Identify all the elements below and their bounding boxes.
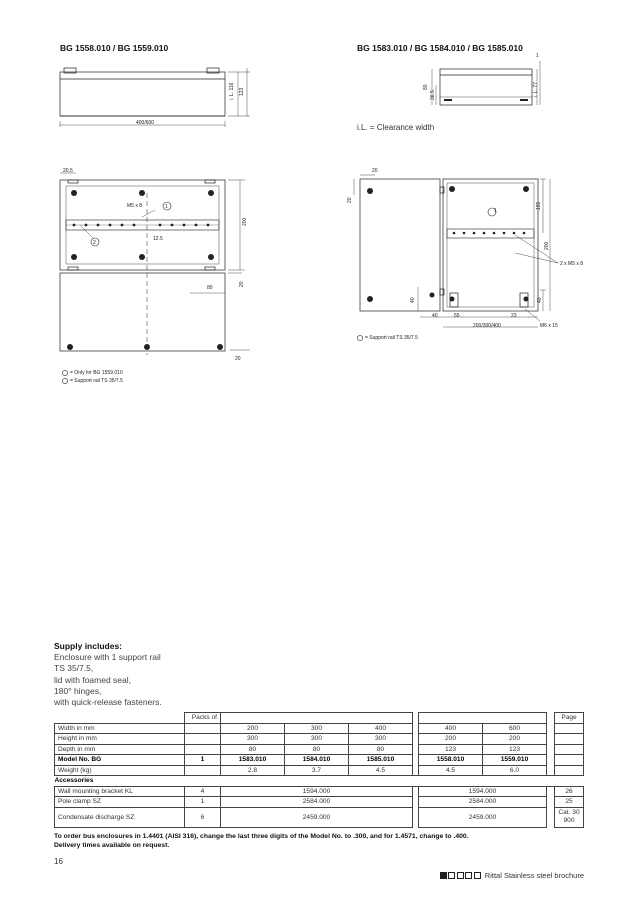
left-dim-20b: 20 <box>235 356 241 362</box>
left-callout-1: 1 <box>165 204 168 210</box>
left-dim-20-5: 20.5 <box>63 168 73 174</box>
right-screw-label: 2 x M5 x 8 <box>560 261 584 267</box>
page-number: 16 <box>54 857 63 866</box>
right-dim-80: 80 <box>423 84 429 90</box>
support-rail <box>447 229 534 238</box>
table-row-accessory: Wall mounting bracket KL 4 1594.000 1594.000 26 <box>55 786 584 797</box>
right-dim-width: 200/300/400 <box>473 323 501 329</box>
table-row-accessory: Pole clamp SZ 1 2584.000 2584.000 25 <box>55 797 584 808</box>
right-drawing-title: BG 1583.010 / BG 1584.010 / BG 1585.010 <box>357 43 523 53</box>
left-technical-drawing <box>50 55 260 385</box>
right-legend-1: = Support rail TS 35/7.5 <box>357 335 418 341</box>
page-header: Page <box>555 713 584 724</box>
left-drawing-title: BG 1558.010 / BG 1559.010 <box>60 43 169 53</box>
right-callout-1: 1 <box>494 208 497 214</box>
supply-includes <box>54 641 162 708</box>
clearance-note: i.L. = Clearance width <box>357 123 435 132</box>
right-open-lid <box>360 179 440 311</box>
right-technical-drawing <box>340 55 590 355</box>
brand-footer: Rittal Stainless steel brochure <box>440 871 584 880</box>
supply-line: 180° hinges, <box>54 685 102 696</box>
packs-of-header: Packs of <box>185 713 221 724</box>
right-dim-il: i. L. 77 <box>533 81 539 97</box>
left-dim-80: 80 <box>207 285 213 291</box>
supply-line: Enclosure with 1 support rail <box>54 652 161 663</box>
table-row-model: Model No. BG 1 1583.010 1584.010 1585.010 1558.010 1559.010 <box>55 755 584 766</box>
left-dim-il: i. L. 116 <box>229 82 235 100</box>
table-row-weight: Weight (kg) 2.8 3.7 4.5 4.5 6.0 <box>55 765 584 776</box>
left-top-view-body <box>60 72 225 116</box>
accessories-heading-row: Accessories <box>55 776 584 787</box>
left-dim-width: 400/600 <box>136 120 155 126</box>
right-dim-40-right: 40 <box>537 297 543 303</box>
order-note: To order bus enclosures in 1.4401 (AISI 316), change the last three digits of the Model No. to .300, and for 1.4571, change to .400. Delivery times available on request. <box>54 833 469 849</box>
right-dim-55: 55 <box>454 313 460 319</box>
left-dim-12-5: 12.5 <box>153 236 163 242</box>
supply-heading: Supply includes: <box>54 641 123 651</box>
left-dim-20a: 20 <box>239 281 245 287</box>
supply-line: lid with foamed seal, <box>54 674 132 685</box>
right-dim-20-top: 20 <box>372 168 378 174</box>
right-top-view-body <box>440 69 532 105</box>
right-dim-200: 200 <box>544 241 550 250</box>
table-row-height: Height in mm 300 300 300 200 200 <box>55 734 584 745</box>
table-row-accessory: Condensate discharge SZ 6 2459.000 2459.000 Cat. 30 900 <box>55 807 584 827</box>
left-legend-1: = Only for BG 1559.010 <box>62 370 123 376</box>
right-dim-23: 23 <box>511 313 517 319</box>
brand-squares-icon <box>440 872 481 879</box>
supply-line: TS 35/7.5, <box>54 663 94 674</box>
left-lid <box>60 273 225 351</box>
right-dim-20-left: 20 <box>347 197 353 203</box>
spec-table <box>54 712 584 828</box>
right-enclosure-body <box>443 179 538 311</box>
table-header-row <box>55 713 584 724</box>
left-legend-2: = Support rail TS 35/7.5 <box>62 378 123 384</box>
right-bolt-label: M6 x 15 <box>540 323 558 329</box>
table-row-width: Width in mm 200 300 400 400 600 <box>55 723 584 734</box>
right-dim-1: 1 <box>536 53 539 59</box>
right-dim-36-5: 36.5 <box>430 90 436 100</box>
left-dim-200: 200 <box>242 217 248 226</box>
supply-line: with quick-release fasteners. <box>54 697 162 708</box>
table-row-depth: Depth in mm 80 80 80 123 123 <box>55 744 584 755</box>
left-dim-depth: 123 <box>239 87 245 96</box>
right-dim-40-left: 40 <box>410 297 416 303</box>
left-callout-2: 2 <box>93 240 96 246</box>
right-dim-40a: 40 <box>432 313 438 319</box>
left-screw-label: M5 x 8 <box>127 203 143 209</box>
right-dim-195: 195 <box>536 201 542 210</box>
